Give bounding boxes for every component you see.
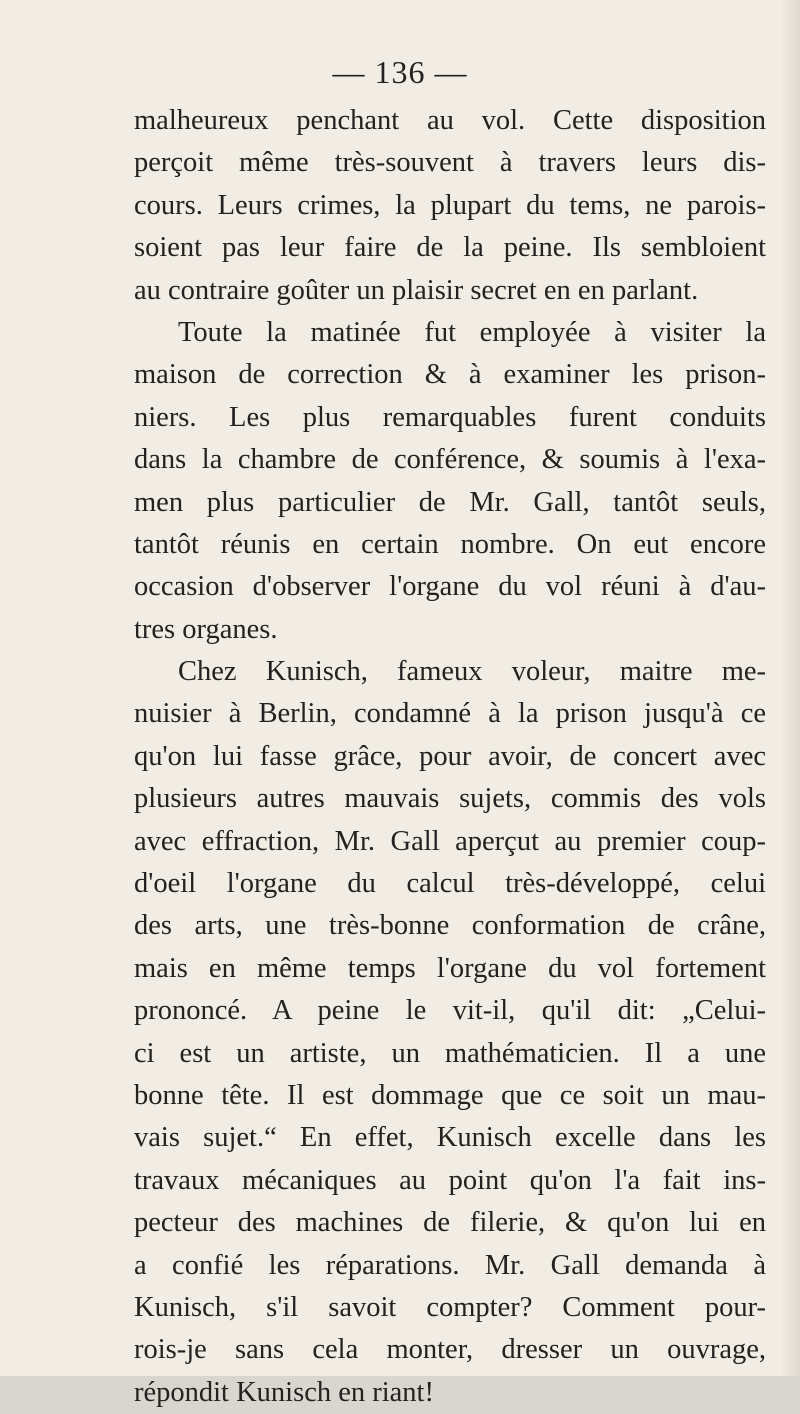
text-line: prononcé. A peine le vit-il, qu'il dit: „Celui-: [134, 995, 766, 1027]
body-text: [134, 100, 766, 1414]
text-line: pecteur des machines de filerie, & qu'on lui en: [134, 1207, 766, 1239]
text-line: malheureux penchant au vol. Cette disposition: [134, 105, 766, 136]
text-line: vais sujet.“ En effet, Kunisch excelle dans les: [134, 1122, 766, 1154]
text-line: cours. Leurs crimes, la plupart du tems, ne parois-: [134, 189, 766, 221]
text-line: Chez Kunisch, fameux voleur, maitre me-: [178, 656, 766, 688]
text-line: nuisier à Berlin, condamné à la prison jusqu'à ce: [134, 698, 766, 730]
text-line: mais en même temps l'organe du vol fortement: [134, 952, 766, 984]
text-line: ci est un artiste, un mathématicien. Il a une: [134, 1037, 766, 1069]
text-line: Toute la matinée fut employée à visiter la: [178, 316, 766, 348]
page-number: — 136 —: [332, 54, 468, 90]
text-line: tantôt réunis en certain nombre. On eut encore: [134, 528, 766, 560]
text-line: perçoit même très-souvent à travers leurs dis-: [134, 147, 766, 179]
text-line: avec effraction, Mr. Gall aperçut au premier coup-: [134, 825, 766, 857]
text-line: plusieurs autres mauvais sujets, commis des vols: [134, 783, 766, 815]
text-line: travaux mécaniques au point qu'on l'a fait ins-: [134, 1164, 766, 1196]
text-line: occasion d'observer l'organe du vol réuni à d'au-: [134, 571, 766, 603]
text-line: rois-je sans cela monter, dresser un ouvrage,: [134, 1334, 766, 1366]
text-line: bonne tête. Il est dommage que ce soit un mau-: [134, 1079, 766, 1111]
text-line: d'oeil l'organe du calcul très-développé, celui: [134, 868, 766, 900]
text-line: soient pas leur faire de la peine. Ils sembloient: [134, 232, 766, 264]
text-line: qu'on lui fasse grâce, pour avoir, de concert avec: [134, 740, 766, 772]
text-line: Kunisch, s'il savoit compter? Comment pour-: [134, 1291, 766, 1323]
text-line: niers. Les plus remarquables furent conduits: [134, 401, 766, 433]
text-line: dans la chambre de conférence, & soumis à l'exa-: [134, 444, 766, 476]
text-line: au contraire goûter un plaisir secret en en parlant.: [134, 274, 699, 306]
text-line: maison de correction & à examiner les prison-: [134, 359, 766, 391]
text-line: des arts, une très-bonne conformation de crâne,: [134, 910, 766, 942]
text-line: men plus particulier de Mr. Gall, tantôt seuls,: [134, 486, 766, 518]
text-line: répondit Kunisch en riant!: [134, 1376, 434, 1408]
text-line: tres organes.: [134, 613, 278, 645]
text-line: a confié les réparations. Mr. Gall demanda à: [134, 1249, 766, 1281]
